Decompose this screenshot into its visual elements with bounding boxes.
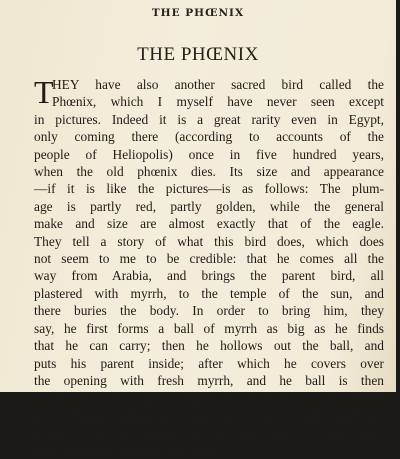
text-line: they tell of the doings of this bird. (34, 442, 217, 458)
text-line: there buries the body. In order to bring him, they (34, 303, 384, 319)
text-line: way from Arabia, and brings the parent bird, all (34, 268, 384, 284)
running-head: THE PHŒNIX (151, 7, 245, 19)
text-line: that he can carry; then he hollows out the ball, and (34, 338, 384, 354)
text-line: not seem to me to be credible: that he comes all the (34, 251, 384, 267)
text-line: the opening with fresh myrrh, and he ball is then (34, 372, 384, 388)
text-line: —if it is like the pictures—is as follows: The plum- (34, 181, 384, 197)
text-line: it to Egypt, plastered over as I have said, and de- (34, 407, 384, 423)
text-line: make and size are almost exactly that of the eagle. (34, 216, 384, 232)
text-line: in pictures. Indeed it is a great rarity even in Egypt, (34, 111, 384, 127)
text-line: posits it in the temple of the sun. Such is the story (34, 425, 384, 441)
text-line: They tell a story of what this bird does, which does (34, 233, 384, 249)
text-line: only coming there (according to accounts of the (34, 129, 384, 145)
text-line: say, he first forms a ball of myrrh as big as he finds (34, 320, 384, 336)
text-line: of exactly the same weight as at first; so he brings (34, 390, 384, 406)
text-line: HEY have also another sacred bird called the (52, 77, 384, 92)
text-line: plastered with myrrh, to the temple of the sun, and (34, 285, 384, 301)
text-line: people of Heliopolis) once in five hundred years, (34, 146, 384, 162)
text-line: puts his parent inside; after which he covers over (34, 355, 384, 371)
text-line: age is partly red, partly golden, while the general (34, 198, 384, 214)
drop-cap: T (34, 74, 54, 110)
text-line: Phœnix, which I myself have never seen except (52, 94, 384, 110)
body-paragraph (34, 76, 384, 459)
text-line: when the old phœnix dies. Its size and appearance (34, 164, 384, 180)
chapter-title: THE PHŒNIX (137, 44, 259, 65)
